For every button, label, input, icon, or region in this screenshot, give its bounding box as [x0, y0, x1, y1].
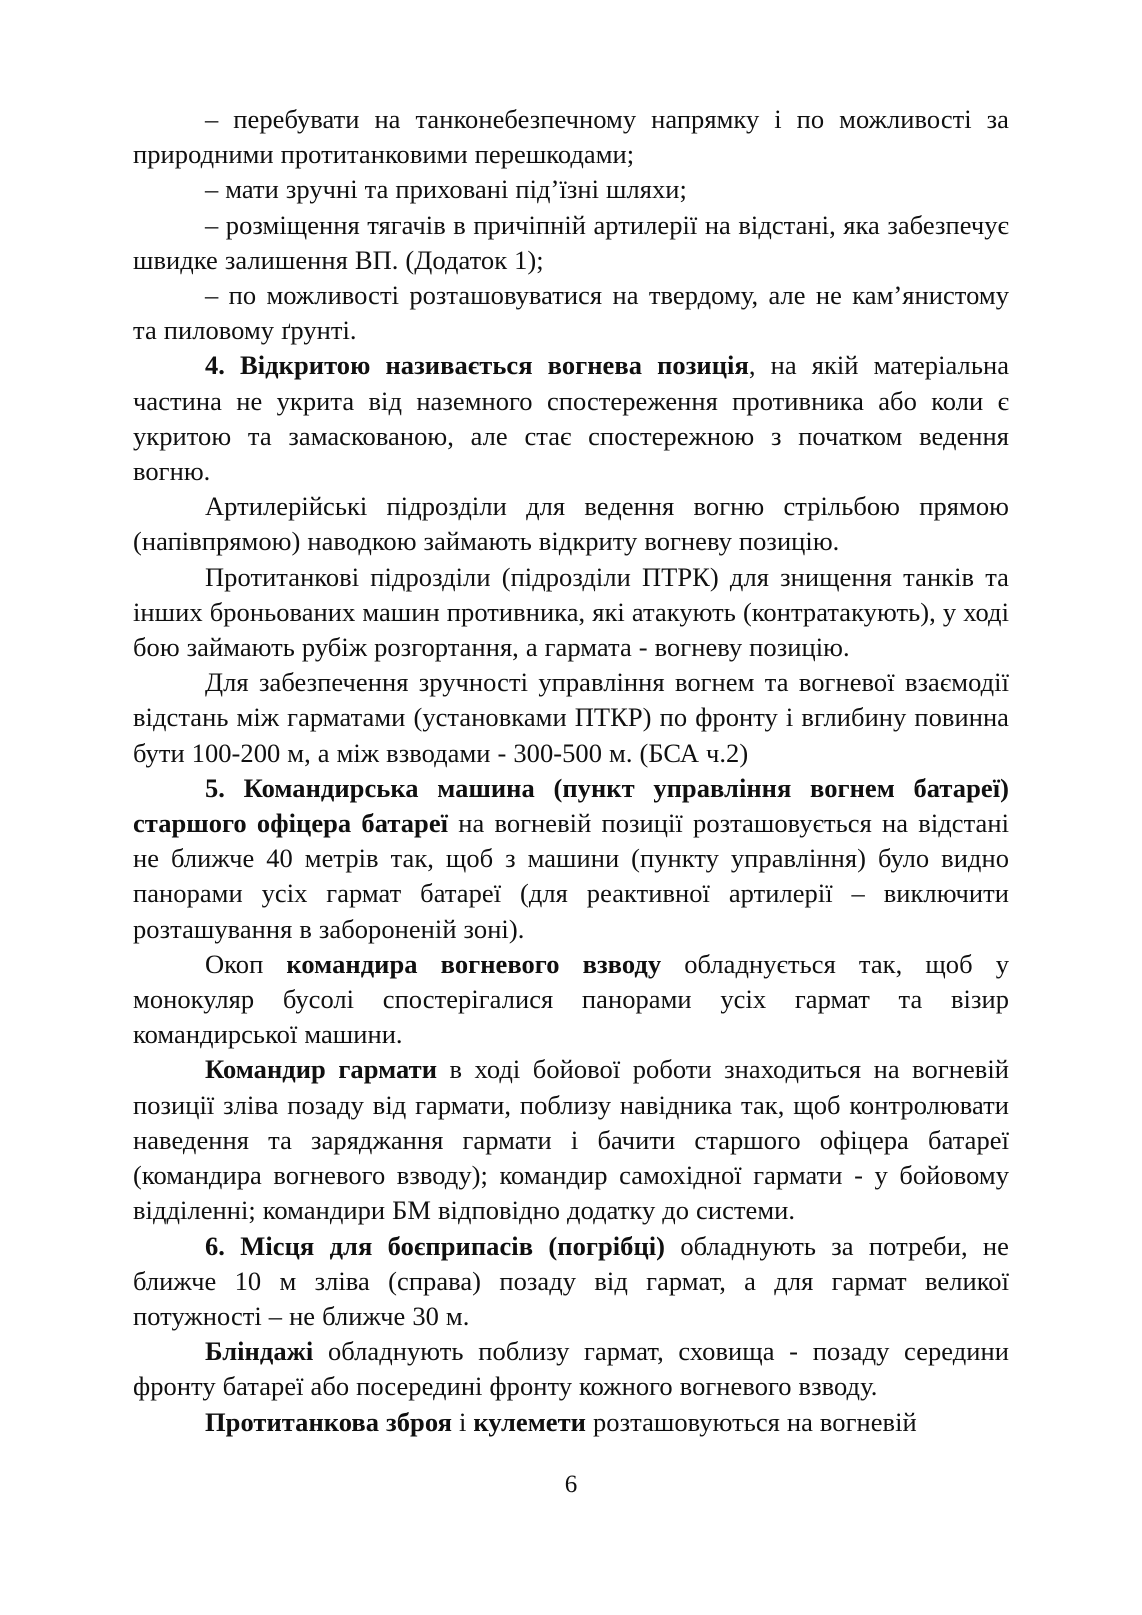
page-number: 6 [564, 1471, 578, 1498]
text-run: Для забезпечення зручності управління вогнем та вогневої взаємодії відстань між гарматами (установками ПТКР) по фронту і вглибину повинна бути 100-200 м, а між взводами - 300-500 м. (БСА ч.2) [133, 667, 1009, 768]
list-item [133, 102, 1009, 172]
text-run: Окоп [205, 948, 287, 979]
list-item [133, 278, 1009, 348]
text-run: на вогневій позиції розташовується на відстані не ближче 40 метрів так, щоб з машини (пункту управління) було видно панорами усіх гармат батареї (для реактивної артилерії – виключити розташування в забороненій зоні). [133, 808, 1009, 944]
text-run: , на якій матеріальна частина не укрита від наземного спостереження противника або коли є укритою та замаскованою, але стає спостережною з початком ведення вогню. [133, 350, 1010, 487]
text-run: – мати зручні та приховані під’їзні шляхи; [205, 174, 687, 205]
text-run: Протитанкові підрозділи (підрозділи ПТРК) для знищення танків та інших броньованих машин противника, які атакують (контратакують), у ході бою займають рубіж розгортання, а гармата - вогневу позицію. [133, 561, 1009, 663]
bold-run: 6. Місця для боєприпасів (погрібці) [205, 1230, 666, 1261]
text-run: розташовуються на вогневій [586, 1406, 917, 1437]
bold-run: Протитанкова зброя [205, 1406, 453, 1437]
text-run: обладнують поблизу гармат, сховища - позаду середини фронту батареї або посередині фронту кожного вогневого взводу. [133, 1336, 1009, 1402]
paragraph-artillery-units [133, 489, 1009, 559]
text-run: обладнують за потреби, не ближче 10 м зліва (справа) позаду від гармат, а для гармат великої потужності – не ближче 30 м. [133, 1230, 1009, 1331]
paragraph-distances [133, 665, 1009, 771]
paragraph-okop [133, 947, 1009, 1053]
paragraph-blindazhi [133, 1334, 1009, 1404]
paragraph-antitank-weapons [133, 1405, 1009, 1440]
paragraph-antitank-units [133, 560, 1009, 666]
text-run: обладнується так, щоб у монокуляр бусолі спостерігалися панорами усіх гармат та візир командирської машини. [133, 948, 1010, 1050]
numbered-section-5 [133, 771, 1009, 947]
text-run: – по можливості розташовуватися на твердому, але не кам’янистому та пиловому ґрунті. [133, 280, 1009, 346]
paragraph-gun-commander [133, 1052, 1009, 1228]
bold-run: командира вогневого взводу [286, 948, 662, 979]
text-run: і [452, 1406, 474, 1437]
numbered-section-4 [133, 348, 1009, 489]
page-body-text [133, 102, 1009, 1440]
text-run: Артилерійські підрозділи для ведення вогню стрільбою прямою (напівпрямою) наводкою займають відкриту вогневу позицію. [133, 491, 1009, 557]
bold-run: Бліндажі [205, 1336, 314, 1367]
bold-run: кулемети [473, 1406, 587, 1437]
bold-run: 4. Відкритою називається вогнева позиція [205, 350, 749, 381]
numbered-section-6 [133, 1229, 1009, 1335]
bold-run: Командир гармати [205, 1054, 438, 1085]
list-item [133, 208, 1009, 278]
list-item [133, 172, 1009, 207]
bold-run: 5. Командирська машина (пункт управління вогнем батареї) старшого офіцера батареї [133, 772, 1009, 839]
text-run: – розміщення тягачів в причіпній артилерії на відстані, яка забезпечує швидке залишення ВП. (Додаток 1); [133, 209, 1009, 275]
text-run: – перебувати на танконебезпечному напрямку і по можливості за природними протитанковими перешкодами; [133, 104, 1009, 170]
text-run: в ході бойової роботи знаходиться на вогневій позиції зліва позаду від гармати, поблизу навідника так, щоб контролювати наведення та заряджання гармати і бачити старшого офіцера батареї (командира вогневого взводу); командир самохідної гармати - у бойовому відділенні; командири БМ відповідно додатку до системи. [133, 1054, 1009, 1226]
